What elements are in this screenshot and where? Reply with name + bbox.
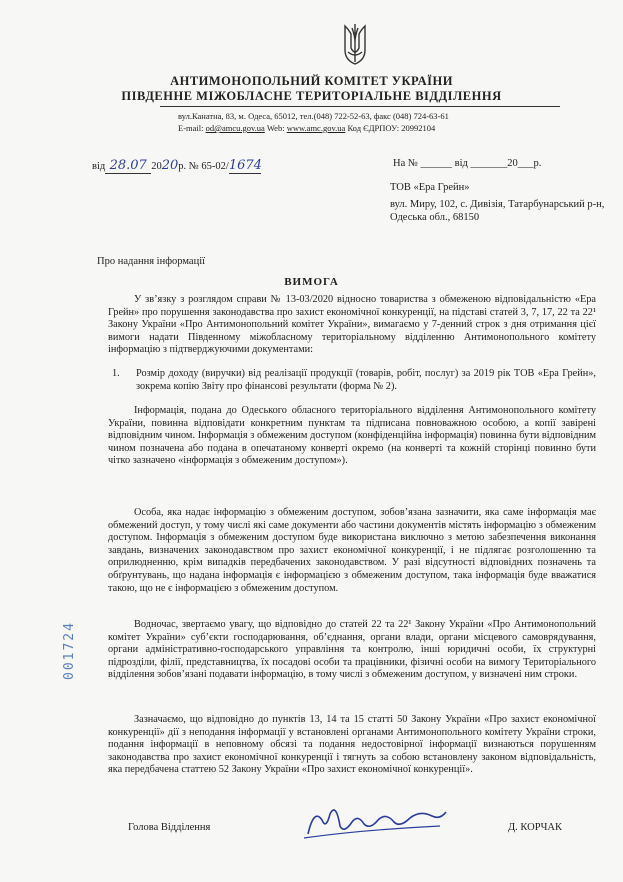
list-item [112, 368, 596, 393]
org-title-line2: ПІВДЕННЕ МІЖОБЛАСНЕ ТЕРИТОРІАЛЬНЕ ВІДДІЛЕННЯ [121, 89, 502, 103]
org-title-line1: АНТИМОНОПОЛЬНИЙ КОМІТЕТ УКРАЇНИ [170, 74, 453, 88]
paragraph-requirements: Інформація, подана до Одеського обласного територіального відділення Антимонопольного комітету України, повинна відповідати конкретним пунктам та підписана повноважною особою, а копії завірені відповідним чином. Інформація з обмеженим доступом (конфіденційна інформація) повинна бути відповідним чином позначена або подана в опечатаному конверті окремо (на конверті та кожній сторінці повинно бути чітко зазначено «інформація з обмеженим доступом»). [108, 405, 596, 467]
paragraph-confidential: Особа, яка надає інформацію з обмеженим доступом, зобов’язана зазначити, яка саме інформація має обмежений доступ, у тому числі які саме документи або частини документів містять інформацію з обмеженим доступом. Інформація з обмеженим доступом буде використана виключно з метою забезпечення виконання завдань, визначених законодавством про захист економічної конкуренції, і не підлягає розголошенню та оприлюдненню, крім випадків передбачених законодавством. У разі відсутності відповідних позначень та обґрунтувань, що надана інформація є інформацією з обмеженим доступом, така інформація буде вважатися такою, що не є інформацією з обмеженим доступом. [108, 507, 596, 594]
handwritten-year: 20 [161, 158, 179, 173]
email-label: E-mail: [178, 123, 204, 133]
incoming-reference: На № ______ від _______20___р. [393, 158, 542, 169]
paragraph-liability: Зазначаємо, що відповідно до пунктів 13, 14 та 15 статті 50 Закону України «Про захист економічної конкуренції» дії з неподання інформації у встановлені органами Антимонопольного комітету України строки, подання інформації в неповному обсязі та подання недостовірної інформації визнаються порушенням законодавства про захист економічної конкуренції і тягнуть за собою встановлену законом відповідальність, яка передбачена статтею 52 Закону України «Про захист економічної конкуренції». [108, 714, 596, 776]
org-contacts [178, 123, 435, 133]
edrpou-code: Код ЄДРПОУ: 20992104 [347, 123, 436, 133]
recipient-address: вул. Миру, 102, с. Дивізія, Татарбунарський р-н, Одеська обл., 68150 [390, 199, 605, 223]
email-link[interactable]: od@amcu.gov.ua [205, 123, 265, 133]
registration-stamp-number: 001724 [62, 621, 77, 680]
paragraph-intro: У зв’язку з розглядом справи № 13-03/2020 відносно товариства з обмеженою відповідальністю «Ера Грейн» про порушення законодавства про захист економічної конкуренції, на підставі статей 3, 7, 17, 22 та 22¹ Закону України «Про Антимонопольний комітет України», вимагаємо у 7-денний строк з дня отримання цієї вимоги надати Південному міжобласному територіальному відділенню Антимонопольного комітету інформацію з підтверджуючими документами: [108, 294, 596, 356]
paragraph-obligations: Водночас, звертаємо увагу, що відповідно до статей 22 та 22¹ Закону України «Про Антимонопольний комітет України» суб’єкти господарювання, об’єднання, органи влади, органи місцевого самоврядування, органи адміністративно-господарського управління та контролю, інші юридичні особи, їх структурні підрозділи, філії, представництва, їх посадові особи та працівники, фізичні особи на вимогу Територіального відділення зобов’язані подавати інформацію, в тому числі з обмеженим доступом, у визначені ним строки. [108, 619, 596, 681]
handwritten-signature-icon [300, 800, 450, 844]
signatory-position: Голова Відділення [128, 822, 211, 833]
subject-line: Про надання інформації [97, 256, 206, 267]
web-link[interactable]: www.amc.gov.ua [286, 123, 346, 133]
outgoing-reference: від 28.07 2020р. № 65-02/1674 [92, 158, 262, 173]
signatory-name: Д. КОРЧАК [508, 822, 562, 833]
trident-emblem-icon [342, 22, 368, 66]
handwritten-number: 1674 [228, 158, 262, 173]
header-divider [160, 106, 560, 107]
document-title: ВИМОГА [284, 276, 339, 288]
handwritten-date: 28.07 [109, 158, 147, 173]
list-item-number: 1. [112, 368, 120, 379]
list-item-text: Розмір доходу (виручки) від реалізації продукції (товарів, робіт, послуг) за 2019 рік ТОВ «Ера Грейн», зокрема копію Звіту про фінансові результати (форма № 2). [136, 368, 596, 392]
web-label: Web: [266, 123, 285, 133]
org-address: вул.Канатна, 83, м. Одеса, 65012, тел.(048) 722-52-63, факс (048) 724-63-61 [178, 111, 449, 121]
recipient-name: ТОВ «Ера Грейн» [390, 182, 470, 193]
